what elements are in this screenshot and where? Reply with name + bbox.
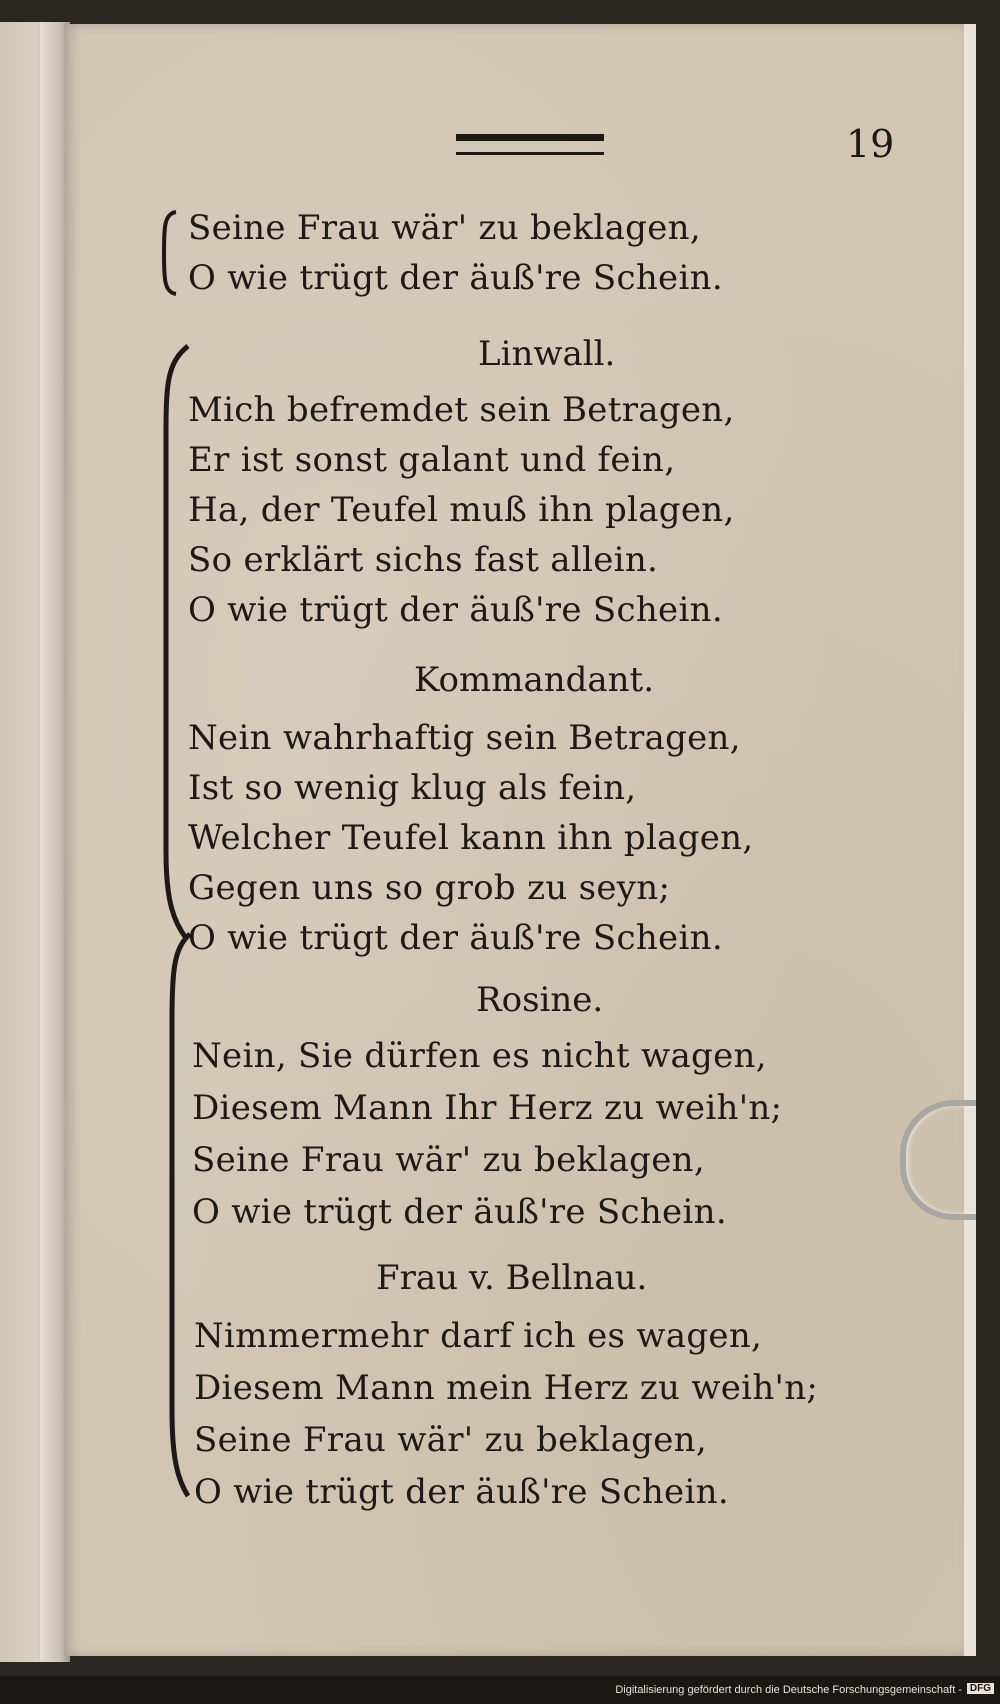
verse-line: Diesem Mann mein Herz zu weih'n; [194, 1368, 819, 1408]
page-edge-right [964, 24, 976, 1656]
dfg-logo: DFG [967, 1683, 994, 1694]
verse-line: So erklärt sichs fast allein. [188, 540, 659, 580]
speaker-name: Linwall. [478, 334, 616, 374]
speaker-name: Kommandant. [414, 660, 655, 700]
verse-line: Seine Frau wär' zu beklagen, [188, 208, 701, 248]
verse-line: O wie trügt der äuß're Schein. [192, 1192, 727, 1232]
verse-line: Ist so wenig klug als fein, [188, 768, 637, 808]
verse-line: Welcher Teufel kann ihn plagen, [188, 818, 754, 858]
page-number: 19 [846, 122, 895, 166]
verse-line: Mich befremdet sein Betragen, [188, 390, 735, 430]
header-rule-thin [456, 152, 604, 155]
digitization-credit: Digitalisierung gefördert durch die Deutsche Forschungsgemeinschaft - [615, 1684, 962, 1696]
verse-line: Er ist sonst galant und fein, [188, 440, 676, 480]
verse-line: O wie trügt der äuß're Schein. [194, 1472, 729, 1512]
verse-line: Seine Frau wär' zu beklagen, [192, 1140, 705, 1180]
verse-line: Nimmermehr darf ich es wagen, [194, 1316, 763, 1356]
verse-line: O wie trügt der äuß're Schein. [188, 258, 723, 298]
verse-line: Nein wahrhaftig sein Betragen, [188, 718, 741, 758]
verse-line: Diesem Mann Ihr Herz zu weih'n; [192, 1088, 783, 1128]
verse-line: Seine Frau wär' zu beklagen, [194, 1420, 707, 1460]
verse-line: Ha, der Teufel muß ihn plagen, [188, 490, 735, 530]
verse-line: Gegen uns so grob zu seyn; [188, 868, 671, 908]
verse-line: Nein, Sie dürfen es nicht wagen, [192, 1036, 767, 1076]
header-rule-thick [456, 134, 604, 141]
verse-line: O wie trügt der äuß're Schein. [188, 590, 723, 630]
verse-line: O wie trügt der äuß're Schein. [188, 918, 723, 958]
speaker-name: Rosine. [476, 980, 604, 1020]
speaker-name: Frau v. Bellnau. [376, 1258, 648, 1298]
